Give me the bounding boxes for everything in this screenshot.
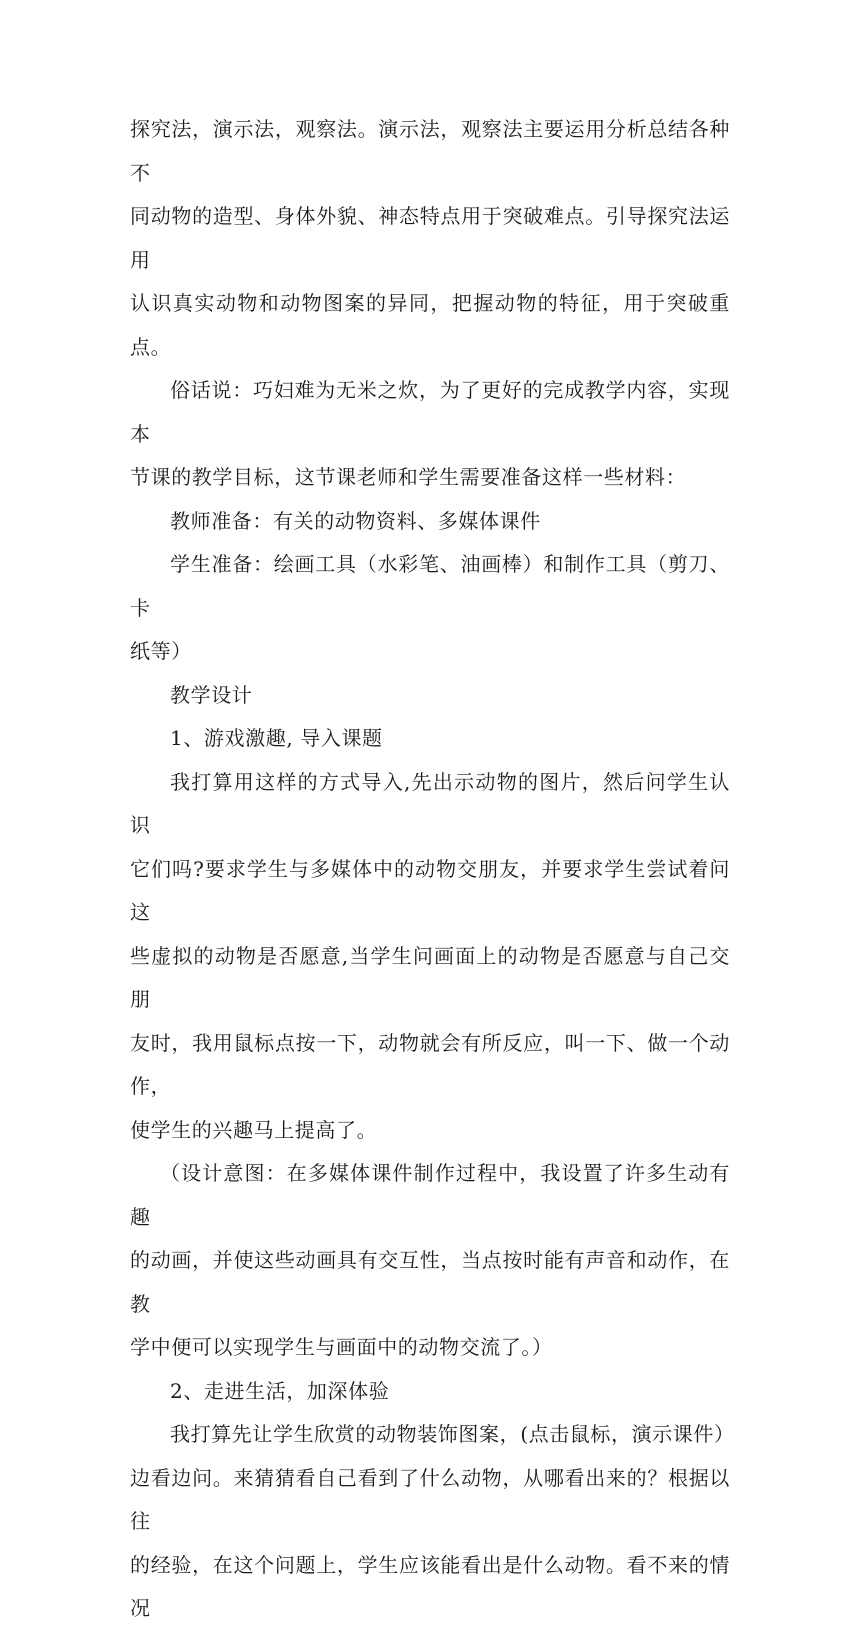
- section-heading-teaching-design: [130, 674, 730, 718]
- text-line: 同动物的造型、身体外貌、神态特点用于突破难点。引导探究法运用: [130, 204, 730, 272]
- text-line: 纸等）: [130, 639, 192, 663]
- text-line: 使学生的兴趣马上提高了。: [130, 1117, 378, 1142]
- text-line: 友时，我用鼠标点按一下，动物就会有所反应，叫一下、做一个动作，: [130, 1030, 730, 1098]
- text-line: 的经验，在这个问题上，学生应该能看出是什么动物。看不来的情况: [130, 1552, 730, 1620]
- text-line: 教学设计: [170, 682, 253, 707]
- paragraph-appreciation: [130, 1413, 735, 1631]
- text-line: 探究法，演示法，观察法。演示法，观察法主要运用分析总结各种不: [130, 117, 730, 185]
- paragraph-proverb: [130, 369, 730, 500]
- document-page: [130, 108, 735, 1631]
- paragraph-introduction: [130, 761, 730, 1153]
- text-line: 1、游戏激趣, 导入课题: [170, 726, 383, 750]
- text-line: 学中便可以实现学生与画面中的动物交流了。）: [130, 1335, 553, 1359]
- text-line: 俗话说：巧妇难为无米之炊，为了更好的完成教学内容，实现本: [130, 378, 730, 446]
- paragraph-design-intent: [130, 1152, 730, 1370]
- text-line: 些虚拟的动物是否愿意,当学生问画面上的动物是否愿意与自己交朋: [130, 943, 730, 1011]
- text-line: 它们吗?要求学生与多媒体中的动物交朋友，并要求学生尝试着问这: [130, 856, 730, 924]
- text-line: 边看边问。来猜猜看自己看到了什么动物，从哪看出来的？根据以往: [130, 1465, 730, 1533]
- text-line: （设计意图：在多媒体课件制作过程中，我设置了许多生动有趣: [130, 1161, 730, 1229]
- text-line: 的动画，并使这些动画具有交互性，当点按时能有声音和动作，在教: [130, 1248, 730, 1316]
- text-line: 我打算用这样的方式导入,先出示动物的图片，然后问学生认识: [130, 769, 730, 837]
- section-heading-game: [130, 717, 730, 761]
- text-line: 学生准备：绘画工具（水彩笔、油画棒）和制作工具（剪刀、卡: [130, 552, 730, 620]
- text-line: 节课的教学目标，这节课老师和学生需要准备这样一些材料：: [130, 465, 687, 489]
- text-line: 教师准备：有关的动物资料、多媒体课件: [170, 508, 541, 533]
- text-line: 我打算先让学生欣赏的动物装饰图案，(点击鼠标，演示课件）: [170, 1422, 735, 1446]
- text-line: 2、走进生活，加深体验: [170, 1378, 390, 1403]
- paragraph-methods: [130, 108, 730, 369]
- section-heading-life: [130, 1370, 730, 1414]
- paragraph-student-prep: [130, 543, 730, 674]
- text-line: 认识真实动物和动物图案的异同，把握动物的特征，用于突破重点。: [130, 291, 730, 359]
- paragraph-teacher-prep: [130, 500, 730, 544]
